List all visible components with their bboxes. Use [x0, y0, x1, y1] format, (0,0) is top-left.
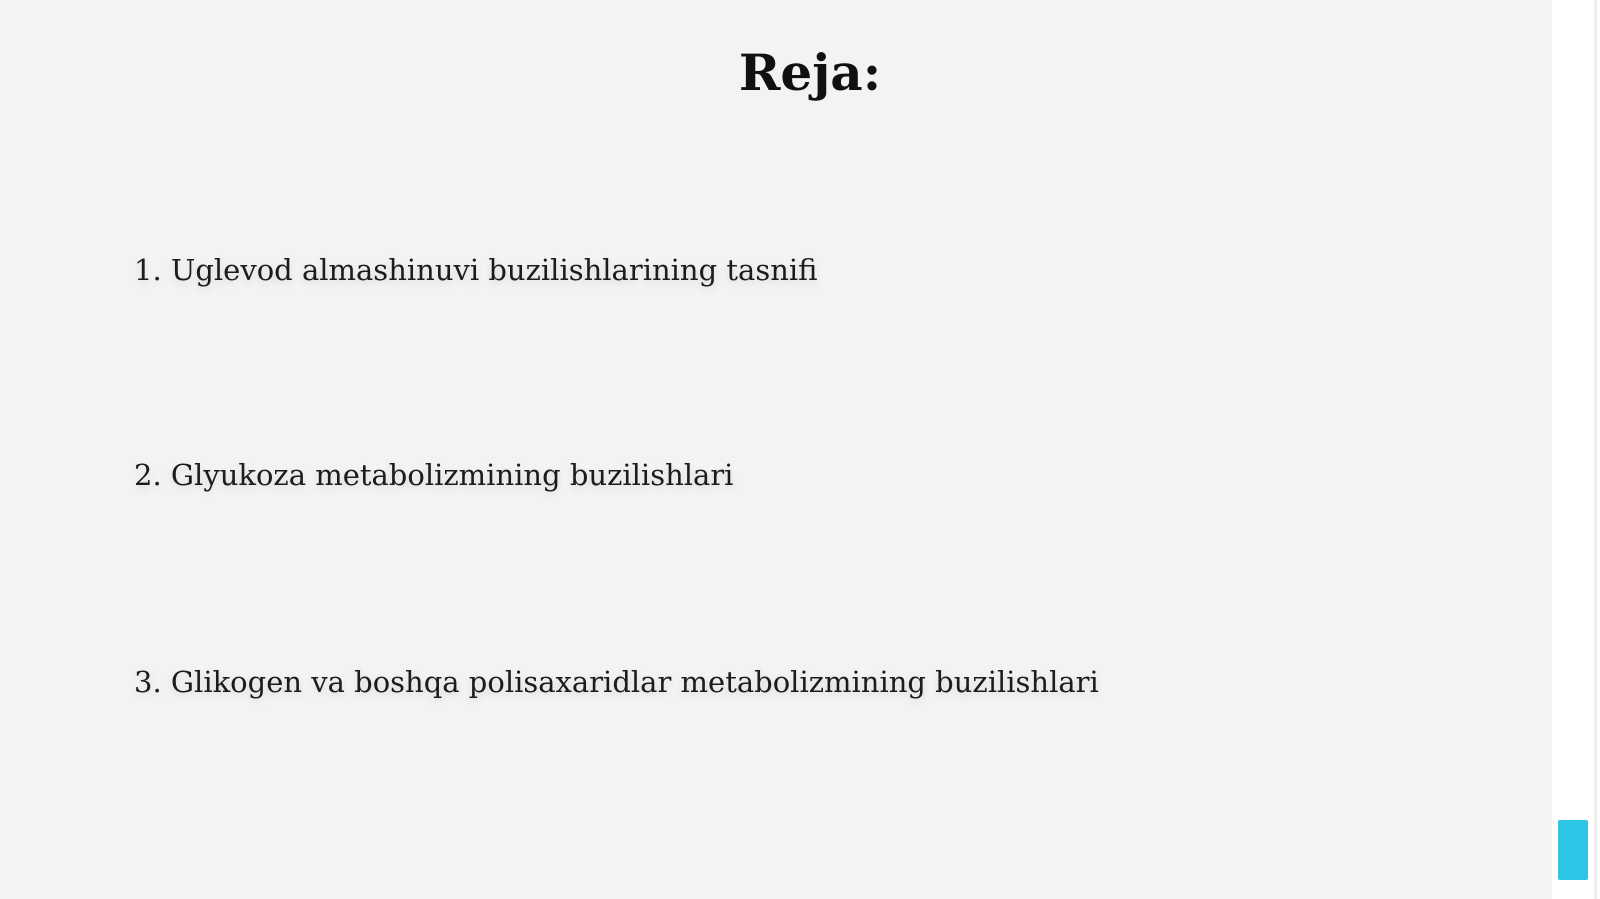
scroll-thumb[interactable]: [1558, 820, 1588, 880]
viewer-edge: [1594, 0, 1597, 899]
scroll-track[interactable]: [1552, 0, 1600, 899]
plan-item-1: 1. Uglevod almashinuvi buzilishlarining tasnifi: [134, 253, 818, 287]
slide-title: Reja:: [738, 43, 882, 102]
plan-item-3: 3. Glikogen va boshqa polisaxaridlar metabolizmining buzilishlari: [134, 665, 1099, 699]
plan-item-2: 2. Glyukoza metabolizmining buzilishlari: [134, 458, 734, 492]
